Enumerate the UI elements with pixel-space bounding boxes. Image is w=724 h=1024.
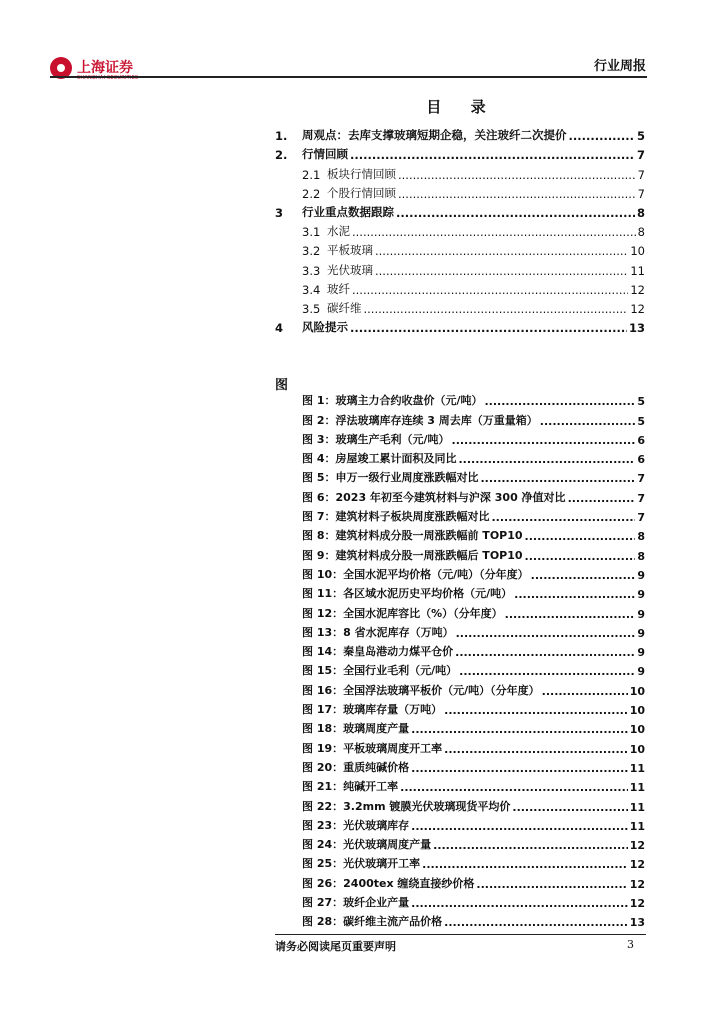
leader-dots [350,321,627,335]
toc-entry-page: 13 [628,321,645,336]
figure-entry-page: 9 [637,588,645,602]
figure-entry-label: 图 20：重质纯碱价格 [302,760,410,774]
figure-entry-label: 图 22：3.2mm 镀膜光伏玻璃现货平均价 [302,799,511,813]
toc-title: 目 录 [426,98,498,116]
toc-entry[interactable] [275,220,645,239]
figure-entry[interactable] [302,601,645,620]
figure-entry-label: 图 17：玻璃库存量（万吨） [302,703,443,717]
toc-entry-number: 2.2 [302,186,321,201]
figure-entry[interactable] [302,698,645,717]
figure-entry-page: 7 [637,491,645,505]
figure-entry[interactable] [302,814,645,833]
figure-entry-label: 图 10：全国水泥平均价格（元/吨）（分年度） [302,567,529,581]
leader-dots [569,129,635,143]
figure-entry[interactable] [302,621,645,640]
report-type: 行业周报 [593,59,646,74]
figure-entry-label: 图 23：光伏玻璃库存 [302,818,410,832]
leader-dots [476,878,627,891]
toc-entry-number: 2. [275,148,288,163]
toc-entry-page: 11 [630,263,645,278]
figure-entry-page: 10 [629,742,645,756]
toc-entry[interactable] [275,239,645,258]
toc-entry-label: 板块行情回顾 [327,166,396,181]
toc-entry-label: 碳纤维 [327,300,362,315]
logo-text: 上海证券 [77,60,133,76]
toc-entry[interactable] [275,278,645,297]
toc-entry-page: 7 [636,148,645,163]
figure-entry-page: 5 [637,414,645,428]
figure-entry[interactable] [302,891,645,910]
leader-dots [411,723,628,736]
leader-dots [352,225,636,239]
company-logo [50,55,140,85]
figure-entry-page: 6 [637,453,645,467]
toc-entry-number: 1. [275,129,288,144]
toc-entry-label: 玻纤 [327,281,350,296]
leader-dots [422,858,628,871]
figure-entry-label: 图 2：浮法玻璃库存连续 3 周去库（万重量箱） [302,413,538,427]
figure-entry-label: 图 28：碳纤维主流产品价格 [302,915,443,929]
figure-entry[interactable] [302,871,645,890]
leader-dots [411,762,628,775]
figure-entry-page: 9 [637,607,645,621]
figure-entry-page: 7 [637,472,645,486]
figure-entry[interactable] [302,833,645,852]
leader-dots [505,608,636,621]
toc-entry-label: 行情回顾 [302,147,348,162]
figure-entry-page: 8 [637,530,645,544]
figure-entry-label: 图 11：各区域水泥历史平均价格（元/吨） [302,587,513,601]
leader-dots [512,801,627,814]
toc-entry[interactable] [275,124,645,143]
leader-dots [398,187,636,201]
toc-entry[interactable] [275,182,645,201]
figure-entry[interactable] [302,389,645,408]
toc-entry-page: 8 [637,225,645,240]
toc-entry-page: 12 [630,282,645,297]
toc-entry-label: 周观点：去库支撑玻璃短期企稳，关注玻纤二次提价 [302,128,567,143]
toc-entry-number: 4 [275,321,284,336]
toc-entry-number: 3.2 [302,244,321,259]
figure-entry-page: 12 [629,858,645,872]
toc-entry-label: 风险提示 [302,320,348,335]
figure-entry[interactable] [302,485,645,504]
figure-entry-label: 图 1：玻璃主力合约收盘价（元/吨） [302,394,483,408]
figure-entry-label: 图 7：建筑材料子板块周度涨跌幅对比 [302,510,490,524]
leader-dots [444,704,628,717]
leader-dots [525,550,636,563]
leader-dots [491,511,635,524]
toc-entry[interactable] [275,316,645,335]
figure-entry[interactable] [302,659,645,678]
leader-dots [456,627,636,640]
leader-dots [458,453,635,466]
toc-entry-label: 个股行情回顾 [327,185,396,200]
page-number: 3 [627,938,634,951]
figure-entry[interactable] [302,505,645,524]
figure-entry-page: 7 [637,511,645,525]
figure-entry-page: 12 [629,897,645,911]
figure-entry-label: 图 6：2023 年初至今建筑材料与沪深 300 净值对比 [302,490,566,504]
leader-dots [352,283,628,297]
figure-entry-label: 图 9：建筑材料成分股一周涨跌幅后 TOP10 [302,548,523,562]
toc-entry-page: 12 [630,301,645,316]
figure-entry-page: 5 [637,395,645,409]
toc-entry[interactable] [275,143,645,162]
figure-entry-page: 9 [637,626,645,640]
toc-entry[interactable] [275,297,645,316]
figure-entry-page: 10 [629,704,645,718]
figure-entry-label: 图 3：玻璃生产毛利（元/吨） [302,432,450,446]
figure-entry-page: 11 [629,800,645,814]
toc-entry-number: 3.5 [302,301,321,316]
footer-divider [275,934,646,935]
leader-dots [455,646,635,659]
figure-entry-label: 图 19：平板玻璃周度开工率 [302,741,443,755]
figure-entry-label: 图 12：全国水泥库容比（%）（分年度） [302,606,503,620]
leader-dots [364,302,629,316]
footer-disclaimer: 请务必阅读尾页重要声明 [275,940,396,953]
leader-dots [485,395,636,408]
figure-entry[interactable] [302,910,645,929]
leader-dots [375,264,628,278]
figure-entry[interactable] [302,640,645,659]
figure-entry[interactable] [302,852,645,871]
figures-section-title: 图 [275,378,289,393]
leader-dots [375,244,628,258]
figure-entry[interactable] [302,524,645,543]
leader-dots [411,897,628,910]
figure-entry-page: 9 [637,568,645,582]
figure-entry[interactable] [302,775,645,794]
toc-entry-number: 3 [275,205,284,220]
leader-dots [398,168,636,182]
toc-entry-number: 3.4 [302,282,321,297]
figure-entry[interactable] [302,466,645,485]
figure-entry[interactable] [302,717,645,736]
toc-entry-page: 7 [637,167,645,182]
figure-entry-label: 图 21：纯碱开工率 [302,780,399,794]
leader-dots [400,781,628,794]
figure-entry-label: 图 26：2400tex 缠绕直接纱价格 [302,876,475,890]
figure-entry[interactable] [302,756,645,775]
figure-entry[interactable] [302,582,645,601]
toc-entry[interactable] [275,201,645,220]
figure-entry-label: 图 25：光伏玻璃开工率 [302,857,421,871]
toc-entry-page: 5 [636,129,645,144]
leader-dots [514,588,635,601]
leader-dots [444,743,628,756]
leader-dots [452,434,636,447]
toc-entry-number: 2.1 [302,167,321,182]
figure-entry-label: 图 16：全国浮法玻璃平板价（元/吨）（分年度） [302,683,540,697]
toc-entry-label: 平板玻璃 [327,243,373,258]
leader-dots [396,206,635,220]
figure-entry[interactable] [302,563,645,582]
leader-dots [350,148,635,162]
leader-dots [433,839,628,852]
toc-entry-label: 光伏玻璃 [327,262,373,277]
figure-entry-page: 13 [629,916,645,930]
figure-entry-label: 图 24：光伏玻璃周度产量 [302,838,432,852]
figure-entry-page: 11 [629,761,645,775]
figure-entry-label: 图 18：玻璃周度产量 [302,722,410,736]
leader-dots [525,530,636,543]
figure-entry-label: 图 27：玻纤企业产量 [302,896,410,910]
figure-entry-page: 10 [629,684,645,698]
figure-entry[interactable] [302,408,645,427]
leader-dots [540,415,636,428]
toc-entry-number: 3.1 [302,225,321,240]
leader-dots [542,685,628,698]
header-divider [50,76,647,78]
figure-entry-page: 12 [629,877,645,891]
figure-entry-page: 11 [629,781,645,795]
toc-entry-number: 3.3 [302,263,321,278]
figure-entry[interactable] [302,543,645,562]
leader-dots [444,916,628,929]
figure-entry-label: 图 8：建筑材料成分股一周涨跌幅前 TOP10 [302,529,523,543]
figure-entry-page: 9 [637,665,645,679]
figure-entry-label: 图 14：秦皇岛港动力煤平仓价 [302,645,454,659]
figure-entry-label: 图 5：申万一级行业周度涨跌幅对比 [302,471,479,485]
figure-entry-page: 9 [637,646,645,660]
leader-dots [531,569,636,582]
figure-entry-page: 8 [637,549,645,563]
toc-entry-page: 8 [636,205,645,220]
figure-entry-page: 12 [629,839,645,853]
figure-entry-page: 6 [637,433,645,447]
toc-entry[interactable] [275,258,645,277]
figure-entry-page: 11 [629,819,645,833]
table-of-contents [275,124,645,335]
toc-entry-page: 7 [637,186,645,201]
figure-entry[interactable] [302,428,645,447]
leader-dots [568,492,636,505]
toc-entry[interactable] [275,162,645,181]
leader-dots [411,820,628,833]
figure-entry[interactable] [302,794,645,813]
figure-entry-label: 图 13：8 省水泥库存（万吨） [302,625,454,639]
figure-entry-label: 图 4：房屋竣工累计面积及同比 [302,452,457,466]
figure-entry-label: 图 15：全国行业毛利（元/吨） [302,664,458,678]
toc-entry-page: 10 [630,244,645,259]
logo-subtext: SHANGHAI SECURITIES [77,75,139,81]
figure-entry-page: 10 [629,723,645,737]
figure-list [302,389,645,929]
figure-entry[interactable] [302,678,645,697]
toc-entry-label: 行业重点数据跟踪 [302,204,394,219]
figure-entry[interactable] [302,736,645,755]
leader-dots [480,472,635,485]
figure-entry[interactable] [302,447,645,466]
leader-dots [459,665,635,678]
toc-entry-label: 水泥 [327,224,350,239]
